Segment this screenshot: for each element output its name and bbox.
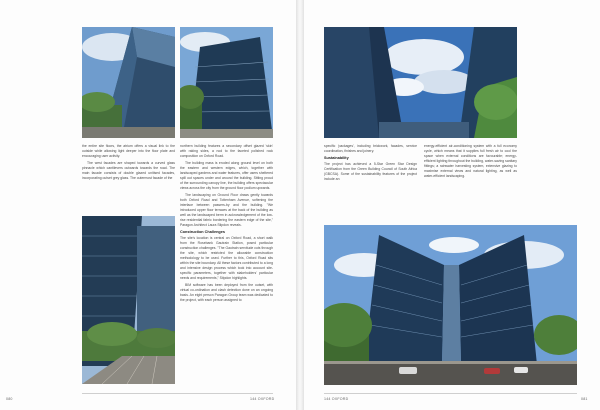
right-text-column-2 — [424, 144, 517, 181]
book-gutter — [296, 0, 304, 410]
paragraph: energy-efficient air-conditioning system with a full economy cycle, which means that it supplies full fresh air to cool the space when external conditions are favourable; energy-efficient lighting throughout the building, water-saving sanitary fittings; a rainwater harvesting system, extensive glazing to maximise external views and natural lighting, as well as water-efficient landscaping. — [424, 144, 517, 178]
left-text-column-2 — [180, 144, 273, 305]
paragraph: The site's location is central on Oxford Road, a short walk from the Rosebank Gautrain Station, posed particular construction challenges. "The Gautrain servitude cuts through the site, which restricted the allowable construction methodology to be used. Further to this, Oxford Road sits within the site boundary. All these factors contributed to a long and intensive design process which took into account site-specific parameters, together with stakeholders' particular needs and requirements," Stipdon highlights. — [180, 236, 273, 280]
paragraph: The west facades are shaped towards a curved glass pinnacle which cantilevers outwards towards the road. The main facade consists of double glazed unitised facades, incorporating outset grey glass. The outermost facade of the — [82, 161, 175, 180]
right-text-column-1 — [324, 144, 417, 184]
paragraph: The landscaping on Ground Floor draws gently towards both Oxford Road and Tottenham Avenue, softening the interface between passers-by and the building. "We introduced upper floor terraces at the back of the building as well as the landscaped berm in acknowledgement of the low-rise residential fabric bordering the eastern edge of the site," Paragon Architect Laura Stipdon reveals. — [180, 193, 273, 227]
left-text-column-1 — [82, 144, 175, 183]
left-page — [0, 0, 296, 410]
page-number: 081 — [581, 397, 588, 401]
paragraph: northern building features a secondary offset glazed 'skin' with raking sides, a nod to the faceted polished rock composition on Oxford Road. — [180, 144, 273, 158]
photo-facade-night — [180, 27, 273, 138]
paragraph: specific 'packages', including brickwork, facades, service coordination, finishes and joinery. — [324, 144, 417, 153]
folio-title: 144 OXFORD — [324, 397, 349, 401]
photo-building-pinnacle — [82, 27, 175, 138]
photo-building-street-view — [324, 225, 577, 385]
section-heading: Construction Challenges — [180, 230, 225, 234]
paragraph: BIM software has been deployed from the outset, with virtual co-ordination and clash detection done on an ongoing basis. An eight person Paragon Group team was dedicated to the project, with each person assigned to — [180, 283, 273, 302]
photo-looking-up-sky — [324, 27, 517, 138]
section-heading: Sustainability — [324, 156, 349, 160]
page-number: 080 — [6, 397, 13, 401]
paragraph: The project has achieved a 5-Star Green Star Design Certification from the Green Building Council of South Africa (GBCSA). Some of the sustainability features of the project include an — [324, 162, 417, 181]
paragraph: The building mass is eroded along ground level on both the eastern and western edges, which, together with landscaped gardens and water features, offer users sheltered spill out spaces under and around the building. Sitting proud of the surrounding canopy line, the building offers spectacular views across the city from the ground floor podium upwards. — [180, 161, 273, 190]
photo-tower-elevation — [82, 216, 175, 384]
folio-title: 144 OXFORD — [250, 397, 275, 401]
right-page — [304, 0, 600, 410]
footer-rule — [82, 393, 273, 394]
footer-rule — [324, 393, 577, 394]
paragraph: the entire site floors, the atrium offers a visual link to the outside while allowing light deeper into the floor plate and encouraging user activity. — [82, 144, 175, 158]
